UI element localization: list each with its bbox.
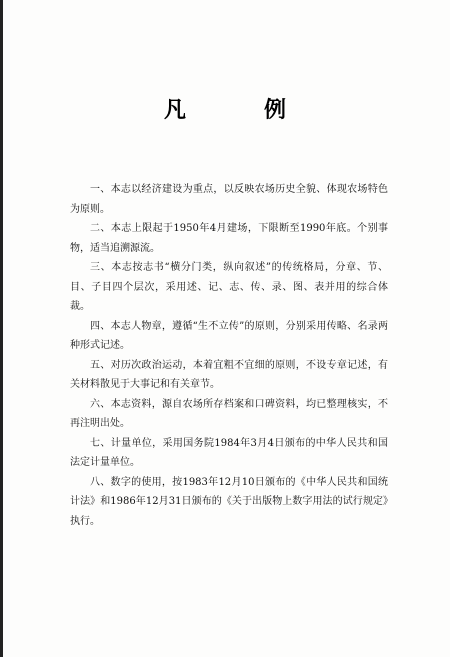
guideline-item-1: 一、本志以经济建设为重点，以反映农场历史全貌、体现农场特色为原则。 bbox=[70, 184, 388, 215]
guideline-item-3: 三、本志按志书“横分门类，纵向叙述”的传统格局，分章、节、目、子目四个层次，采用述、记、志、传、录、图、表并用的综合体裁。 bbox=[70, 262, 388, 312]
guideline-item-4: 四、本志人物章，遵循“生不立传”的原则，分别采用传略、名录两种形式记述。 bbox=[70, 320, 388, 351]
guideline-item-5: 五、对历次政治运动，本着宜粗不宜细的原则，不设专章记述，有关材料散见于大事记和有关章节。 bbox=[70, 359, 388, 390]
guideline-item-6: 六、本志资料，源自农场所存档案和口碑资料，均已整理核实，不再注明出处。 bbox=[70, 398, 388, 429]
guideline-item-2: 二、本志上限起于1950年4月建场，下限断至1990年底。个别事物，适当追溯源流。 bbox=[70, 223, 388, 254]
guideline-item-8: 八、数字的使用，按1983年12月10日颁布的《中华人民共和国统计法》和1986年12月31日颁布的《关于出版物上数字用法的试行规定》执行。 bbox=[70, 476, 388, 527]
guideline-item-7: 七、计量单位，采用国务院1984年3月4日颁布的中华人民共和国法定计量单位。 bbox=[70, 437, 388, 468]
guidelines-list bbox=[70, 180, 388, 531]
page-title: 凡 例 bbox=[163, 98, 314, 123]
